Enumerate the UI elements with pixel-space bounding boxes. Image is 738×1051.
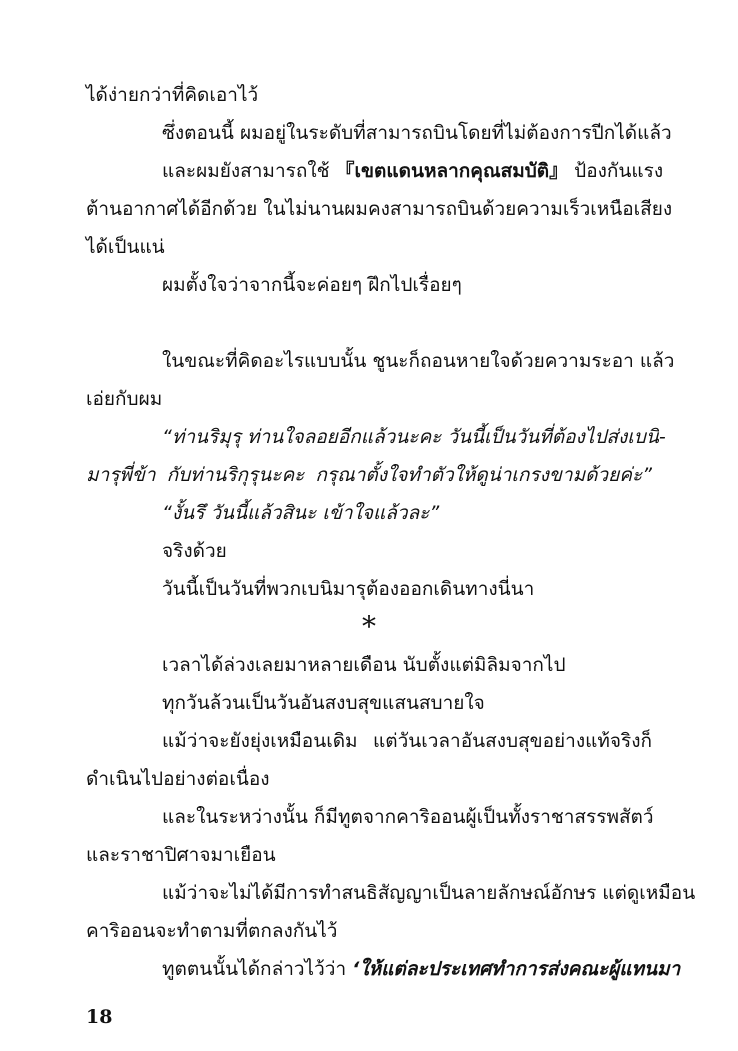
text-line: แม้ว่าจะไม่ได้มีการทำสนธิสัญญาเป็นลายลักษณ์อักษร แต่ดูเหมือน [162, 882, 696, 904]
text-line: ซึ่งตอนนี้ ผมอยู่ในระดับที่สามารถบินโดยที่ไม่ต้องการปีกได้แล้ว [162, 122, 672, 144]
text-line [162, 949, 681, 989]
text-line: ในขณะที่คิดอะไรแบบนั้น ชูนะก็ถอนหายใจด้วยความระอา แล้ว [162, 350, 675, 372]
scene-break: * [362, 610, 376, 643]
dialogue-line: “ท่านริมุรุ ท่านใจลอยอีกแล้วนะคะ วันนี้เป็นวันที่ต้องไปส่งเบนิ- [162, 426, 666, 448]
text-line: คาริออนจะทำตามที่ตกลงกันไว้ [86, 920, 338, 942]
text-line: ผมตั้งใจว่าจากนี้จะค่อยๆ ฝึกไปเรื่อยๆ [162, 274, 462, 296]
skill-name: 『เขตแดนหลากคุณสมบัติ』 [335, 160, 569, 182]
quoted-decree: ‘ให้แต่ละประเทศทำการส่งคณะผู้แทนมา [352, 958, 681, 980]
text-line: และในระหว่างนั้น ก็มีทูตจากคาริออนผู้เป็นทั้งราชาสรรพสัตว์ [162, 806, 654, 828]
text-run: ทูตตนนั้นได้กล่าวไว้ว่า [162, 958, 353, 980]
text-line: จริงด้วย [162, 540, 227, 562]
text-line: ได้ง่ายกว่าที่คิดเอาไว้ [86, 84, 259, 106]
text-run: ป้องกันแรง [568, 160, 664, 182]
dialogue-line: “งั้นรึ วันนี้แล้วสินะ เข้าใจแล้วละ” [162, 502, 440, 524]
text-line: ดำเนินไปอย่างต่อเนื่อง [86, 768, 270, 790]
dialogue-line: มารุพี่ข้า กับท่านริกุรุนะคะ กรุณาตั้งใจทำตัวให้ดูน่าเกรงขามด้วยค่ะ” [86, 464, 652, 486]
text-line: แม้ว่าจะยังยุ่งเหมือนเดิม แต่วันเวลาอันสงบสุขอย่างแท้จริงก็ [162, 730, 652, 752]
text-line [162, 151, 664, 191]
text-line: ต้านอากาศได้อีกด้วย ในไม่นานผมคงสามารถบินด้วยความเร็วเหนือเสียง [86, 198, 673, 220]
text-line: วันนี้เป็นวันที่พวกเบนิมารุต้องออกเดินทางนี่นา [162, 578, 535, 600]
text-line: เวลาได้ล่วงเลยมาหลายเดือน นับตั้งแต่มิลิมจากไป [162, 654, 566, 676]
text-line: เอ่ยกับผม [86, 388, 163, 410]
text-line: ได้เป็นแน่ [86, 236, 165, 258]
text-line: และราชาปิศาจมาเยือน [86, 844, 276, 866]
text-line: ทุกวันล้วนเป็นวันอันสงบสุขแสนสบายใจ [162, 692, 485, 714]
page-number: 18 [86, 1006, 113, 1028]
text-run: และผมยังสามารถใช้ [162, 160, 336, 182]
